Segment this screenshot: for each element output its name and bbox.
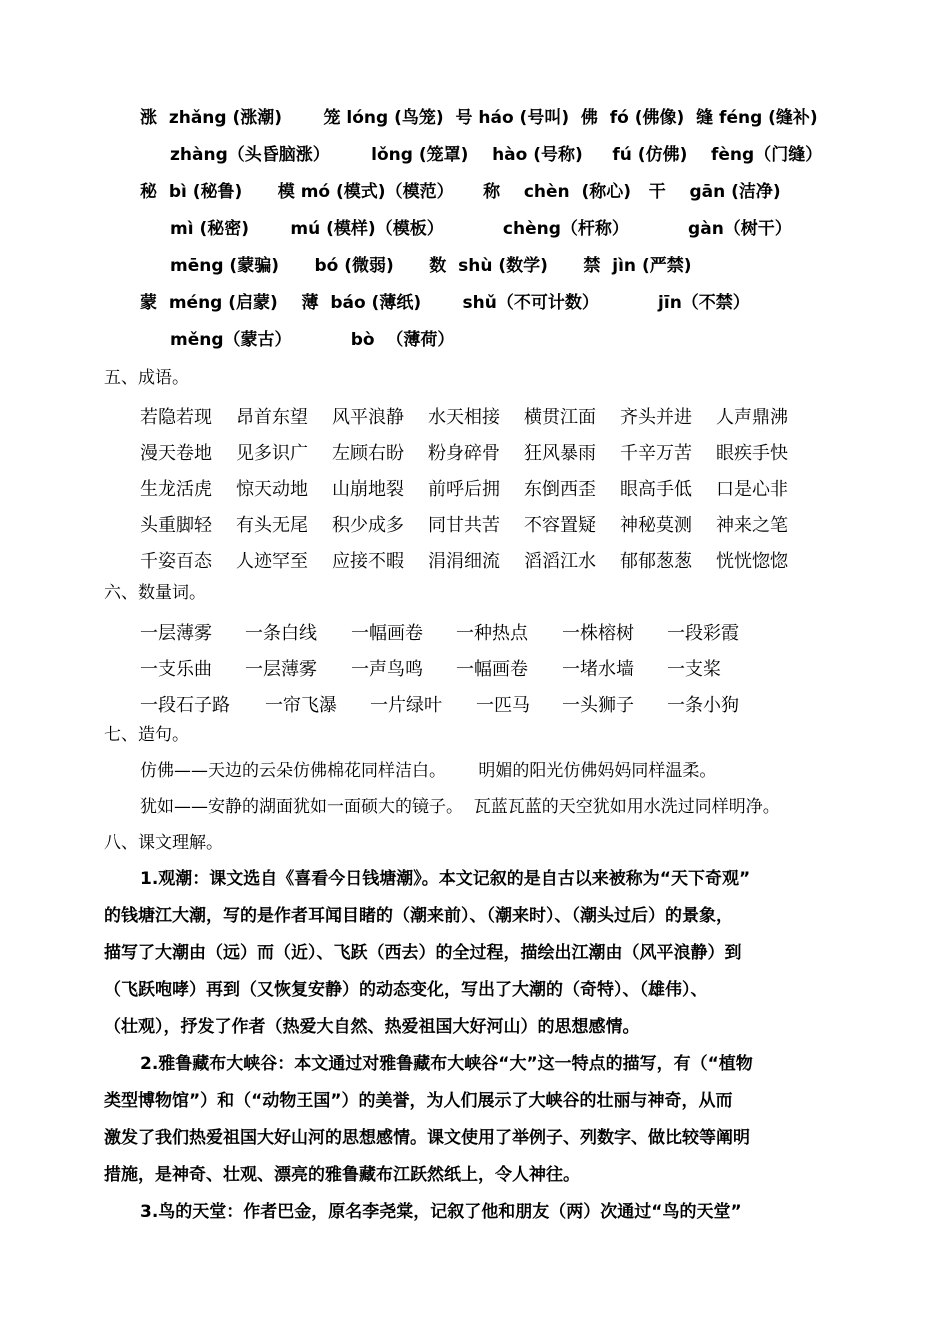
paragraph-line: 2.雅鲁藏布大峡谷：本文通过对雅鲁藏布大峡谷“大”这一特点的描写，有（“植物 — [140, 1054, 753, 1074]
section-heading-comprehension: 八、课文理解。 — [104, 833, 223, 853]
measure-word-item: 一帘飞瀑 — [265, 695, 337, 715]
measure-word-item: 一堵水墙 — [562, 659, 634, 679]
idiom-item: 人迹罕至 — [236, 551, 308, 571]
idiom-item: 口是心非 — [716, 479, 788, 499]
measure-word-item: 一匹马 — [476, 695, 530, 715]
paragraph-line: 的钱塘江大潮，写的是作者耳闻目睹的（潮来前）、（潮来时）、（潮头过后）的景象， — [104, 906, 733, 926]
idiom-item: 风平浪静 — [332, 407, 404, 427]
idiom-item: 头重脚轻 — [140, 515, 212, 535]
idiom-item: 同甘共苦 — [428, 515, 500, 535]
idiom-item: 人声鼎沸 — [716, 407, 788, 427]
idiom-item: 昂首东望 — [236, 407, 308, 427]
measure-word-item: 一条白线 — [245, 623, 317, 643]
idiom-item: 狂风暴雨 — [524, 443, 596, 463]
idiom-item: 粉身碎骨 — [428, 443, 500, 463]
idiom-item: 涓涓细流 — [428, 551, 500, 571]
sentence-line: 犹如——安静的湖面犹如一面硕大的镜子。 瓦蓝瓦蓝的天空犹如用水洗过同样明净。 — [140, 797, 780, 817]
idiom-item: 应接不暇 — [332, 551, 404, 571]
idiom-item: 眼疾手快 — [716, 443, 788, 463]
idiom-item: 若隐若现 — [140, 407, 212, 427]
idiom-item: 有头无尾 — [236, 515, 308, 535]
paragraph-line: （飞跃咆哮）再到（又恢复安静）的动态变化，写出了大潮的（奇特）、（雄伟）、 — [104, 980, 708, 1000]
measure-word-item: 一层薄雾 — [140, 623, 212, 643]
polyphone-line: 蒙 méng (启蒙) 薄 báo (薄纸) shǔ（不可计数） jīn（不禁） — [140, 293, 750, 313]
measure-word-item: 一支桨 — [667, 659, 721, 679]
idiom-item: 齐头并进 — [620, 407, 692, 427]
paragraph-line: 激发了我们热爱祖国大好山河的思想感情。课文使用了举例子、列数字、做比较等阐明 — [104, 1128, 750, 1148]
paragraph-line: （壮观），抒发了作者（热爱大自然、热爱祖国大好河山）的思想感情。 — [104, 1017, 640, 1037]
idiom-item: 恍恍惚惚 — [716, 551, 788, 571]
polyphone-line: měng（蒙古） bò （薄荷） — [170, 330, 455, 350]
idiom-item: 千姿百态 — [140, 551, 212, 571]
idiom-item: 水天相接 — [428, 407, 500, 427]
idiom-item: 神来之笔 — [716, 515, 788, 535]
measure-word-item: 一支乐曲 — [140, 659, 212, 679]
idiom-item: 山崩地裂 — [332, 479, 404, 499]
polyphone-line: zhàng（头昏脑涨） lǒng (笼罩) hào (号称) fú (仿佛) fèng（门缝） — [170, 145, 823, 165]
idiom-item: 不容置疑 — [524, 515, 596, 535]
idiom-item: 滔滔江水 — [524, 551, 596, 571]
measure-word-item: 一种热点 — [456, 623, 528, 643]
measure-word-item: 一层薄雾 — [245, 659, 317, 679]
idiom-item: 左顾右盼 — [332, 443, 404, 463]
polyphone-line: 秘 bì (秘鲁) 模 mó (模式)（模范） 称 chèn (称心) 干 gān (洁净) — [140, 182, 781, 202]
paragraph-line: 类型博物馆”）和（“动物王国”）的美誉，为人们展示了大峡谷的壮丽与神奇，从而 — [104, 1091, 733, 1111]
idiom-item: 神秘莫测 — [620, 515, 692, 535]
paragraph-line: 3.鸟的天堂：作者巴金，原名李尧棠，记叙了他和朋友（两）次通过“鸟的天堂” — [140, 1202, 742, 1222]
measure-word-item: 一头狮子 — [562, 695, 634, 715]
idiom-item: 前呼后拥 — [428, 479, 500, 499]
polyphone-line: 涨 zhǎng (涨潮) 笼 lóng (鸟笼) 号 háo (号叫) 佛 fó (佛像) 缝 féng (缝补) — [140, 108, 818, 128]
measure-word-item: 一声鸟鸣 — [351, 659, 423, 679]
measure-word-item: 一幅画卷 — [351, 623, 423, 643]
measure-word-item: 一段石子路 — [140, 695, 230, 715]
idiom-item: 横贯江面 — [524, 407, 596, 427]
section-heading-measure-words: 六、数量词。 — [104, 583, 206, 603]
idiom-item: 惊天动地 — [236, 479, 308, 499]
idiom-item: 千辛万苦 — [620, 443, 692, 463]
section-heading-sentences: 七、造句。 — [104, 725, 189, 745]
paragraph-line: 1.观潮：课文选自《喜看今日钱塘潮》。本文记叙的是自古以来被称为“天下奇观” — [140, 869, 751, 889]
measure-word-item: 一幅画卷 — [456, 659, 528, 679]
paragraph-line: 描写了大潮由（远）而（近）、飞跃（西去）的全过程，描绘出江潮由（风平浪静）到 — [104, 943, 742, 963]
polyphone-line: mì (秘密) mú (模样)（模板） chèng（杆称） gàn（树干） — [170, 219, 792, 239]
measure-word-item: 一条小狗 — [667, 695, 739, 715]
idiom-item: 见多识广 — [236, 443, 308, 463]
idiom-item: 东倒西歪 — [524, 479, 596, 499]
idiom-item: 生龙活虎 — [140, 479, 212, 499]
section-heading-idioms: 五、成语。 — [104, 368, 189, 388]
idiom-item: 积少成多 — [332, 515, 404, 535]
idiom-item: 漫天卷地 — [140, 443, 212, 463]
paragraph-line: 措施，是神奇、壮观、漂亮的雅鲁藏布江跃然纸上，令人神往。 — [104, 1165, 580, 1185]
idiom-item: 眼高手低 — [620, 479, 692, 499]
measure-word-item: 一片绿叶 — [370, 695, 442, 715]
measure-word-item: 一株榕树 — [562, 623, 634, 643]
sentence-line: 仿佛——天边的云朵仿佛棉花同样洁白。 明媚的阳光仿佛妈妈同样温柔。 — [140, 761, 717, 781]
idiom-item: 郁郁葱葱 — [620, 551, 692, 571]
polyphone-line: mēng (蒙骗) bó (微弱) 数 shù (数学) 禁 jìn (严禁) — [170, 256, 692, 276]
measure-word-item: 一段彩霞 — [667, 623, 739, 643]
